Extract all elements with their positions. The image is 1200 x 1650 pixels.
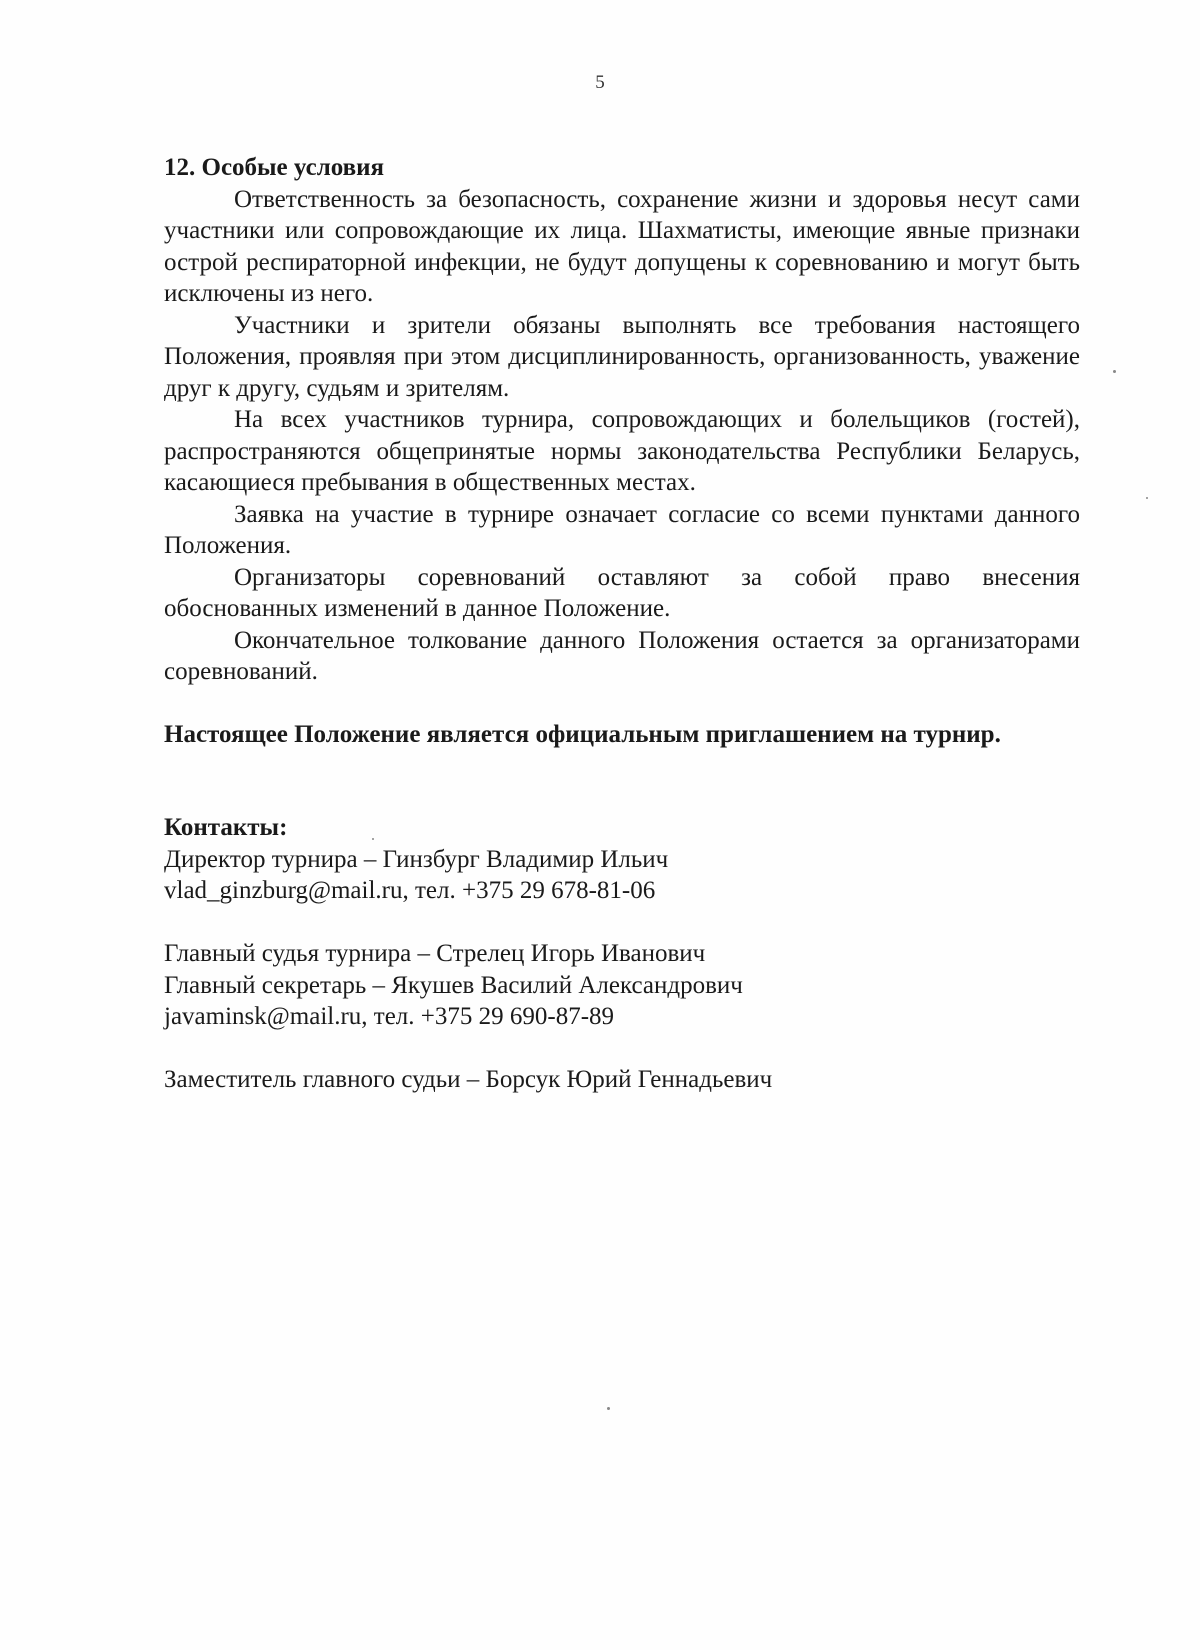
contact-deputy-judge: Заместитель главного судьи – Борсук Юрий Геннадьевич bbox=[164, 1066, 773, 1093]
section-heading: 12. Особые условия bbox=[164, 154, 385, 181]
page-number: 5 bbox=[595, 72, 605, 93]
scan-speck bbox=[1113, 370, 1116, 373]
spacer bbox=[164, 1033, 1080, 1065]
contact-secretary-details: javaminsk@mail.ru, тел. +375 29 690-87-89 bbox=[164, 1003, 615, 1030]
contact-chief-judge: Главный судья турнира – Стрелец Игорь Иванович bbox=[164, 940, 706, 967]
contact-director-details: vlad_ginzburg@mail.ru, тел. +375 29 678-81-06 bbox=[164, 877, 656, 904]
paragraph-safety: Ответственность за безопасность, сохранение жизни и здоровья несут сами участники или сопровождающие их лица. Шахматисты, имеющие явные признаки острой респираторной инфекции, не будут допущены к соревнованию и могут быть исключены из него. bbox=[164, 185, 1080, 307]
spacer bbox=[164, 907, 1080, 939]
scan-speck bbox=[1146, 497, 1148, 499]
official-invitation-statement: Настоящее Положение является официальным приглашением на турнир. bbox=[164, 720, 1001, 748]
paragraph-consent: Заявка на участие в турнире означает согласие со всеми пунктами данного Положения. bbox=[164, 500, 1080, 559]
paragraph-changes: Организаторы соревнований оставляют за собой право внесения обоснованных изменений в данное Положение. bbox=[164, 563, 1080, 622]
paragraph-obligations: Участники и зрители обязаны выполнять все требования настоящего Положения, проявляя при этом дисциплинированность, организованность, уважение друг к другу, судьям и зрителям. bbox=[164, 311, 1080, 402]
paragraph-legislation: На всех участников турнира, сопровождающих и болельщиков (гостей), распространяются общепринятые нормы законодательства Республики Беларусь, касающиеся пребывания в общественных местах. bbox=[164, 406, 1080, 496]
paragraph-interpretation: Окончательное толкование данного Положения остается за организаторами соревнований. bbox=[164, 626, 1080, 685]
contact-director: Директор турнира – Гинзбург Владимир Ильич bbox=[164, 845, 669, 873]
contacts-block bbox=[164, 812, 1080, 1096]
document-body bbox=[164, 152, 1080, 1096]
contact-chief-secretary: Главный секретарь – Якушев Василий Александрович bbox=[164, 971, 743, 999]
scan-speck bbox=[372, 838, 374, 840]
scan-speck bbox=[607, 1407, 610, 1410]
contacts-heading: Контакты: bbox=[164, 814, 288, 841]
